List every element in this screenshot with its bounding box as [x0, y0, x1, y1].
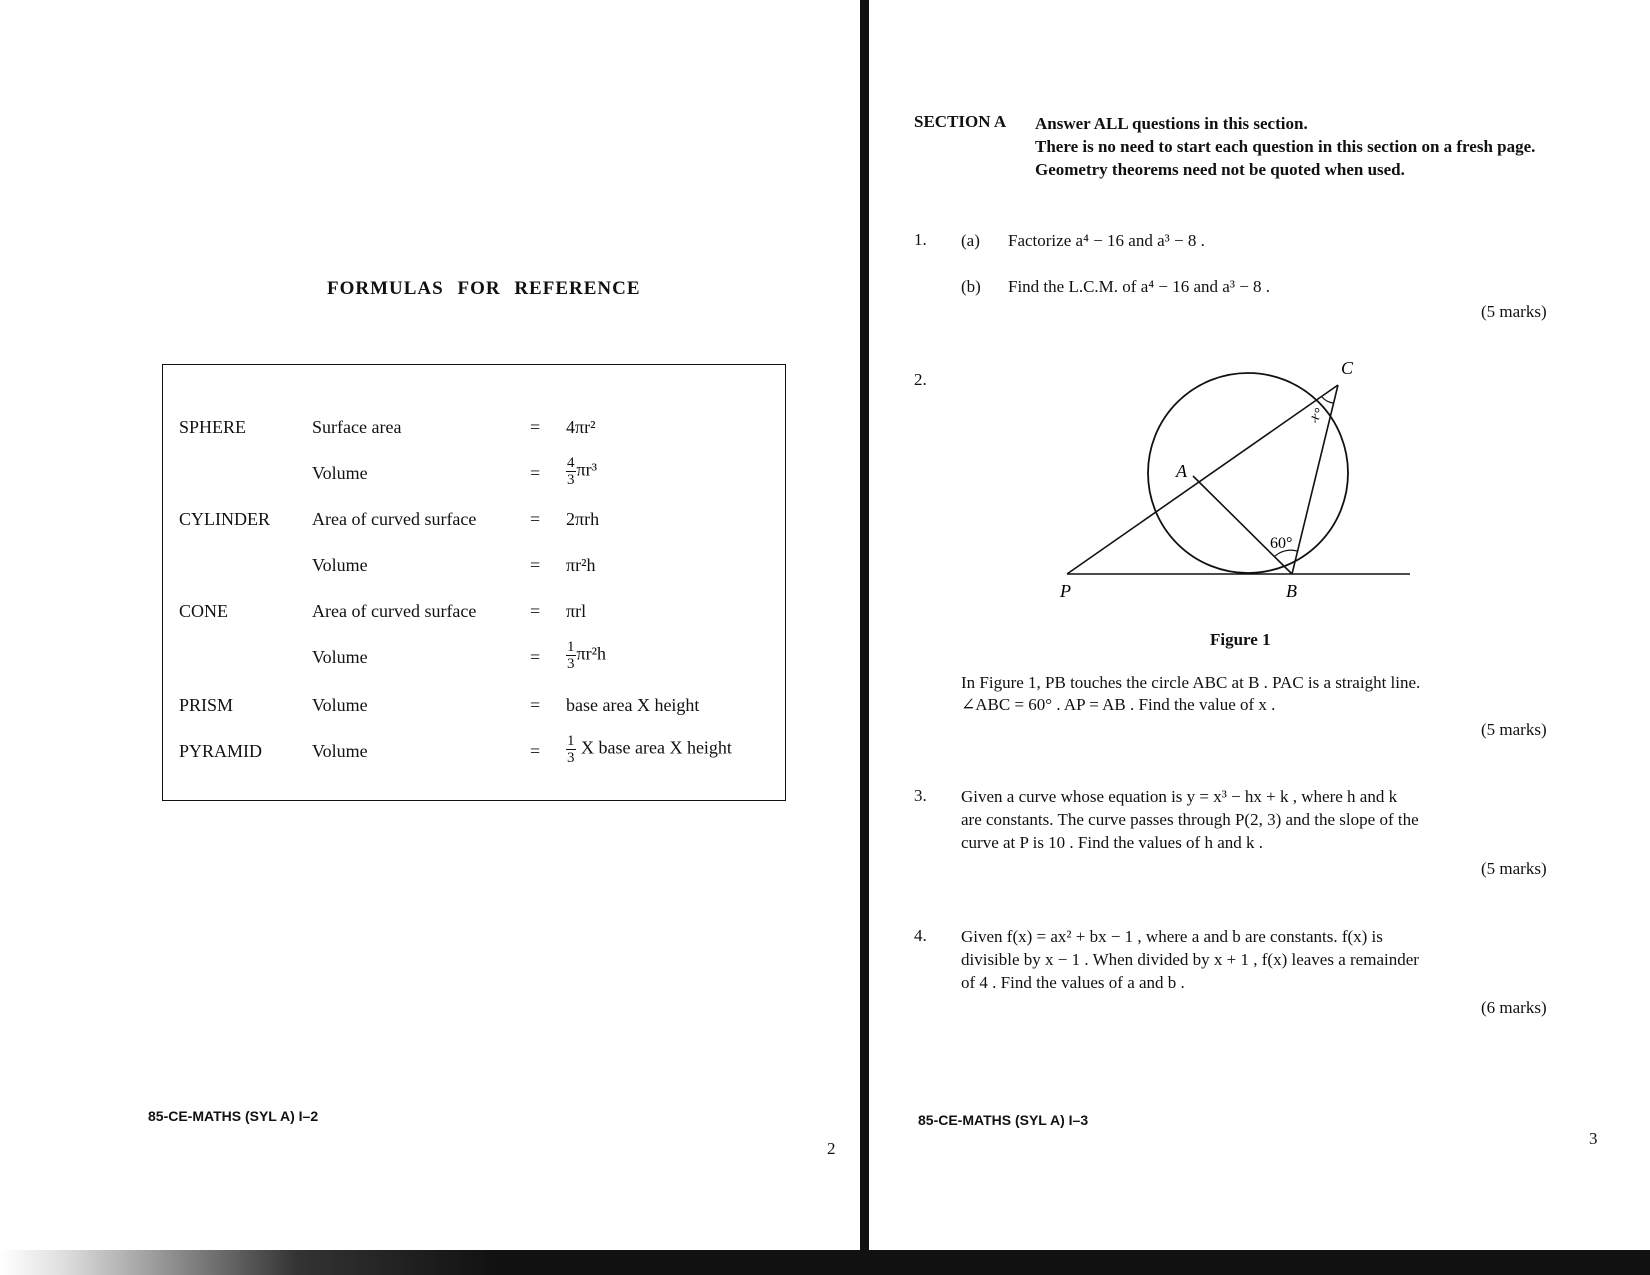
formulas-title: FORMULAS FOR REFERENCE: [327, 278, 641, 299]
formula-expression: base area X height: [566, 695, 700, 715]
formula-equals: =: [530, 463, 541, 483]
formula-equals: =: [530, 695, 541, 715]
question-text: divisible by x − 1 . When divided by x + 1 , f(x) leaves a remainder: [961, 950, 1419, 969]
formula-shape: CONE: [179, 601, 228, 621]
formula-expression: $\frac{1}{3}$ πr²h: [567, 639, 606, 672]
formula-equals: =: [530, 555, 541, 575]
label-c: C: [1341, 358, 1354, 378]
formula-row: [163, 695, 787, 725]
formula-quantity: Volume: [312, 463, 368, 483]
part-label: (a): [961, 231, 980, 250]
formula-expression: πr²h: [566, 555, 596, 575]
question-text: are constants. The curve passes through P(2, 3) and the slope of the: [961, 810, 1419, 829]
fraction: $\frac{1}{3}$: [567, 733, 575, 766]
question-text: curve at P is 10 . Find the values of h and k .: [961, 833, 1264, 852]
formula-row: [163, 455, 787, 488]
formula-quantity: Volume: [312, 555, 368, 575]
formula-expression: $\frac{4}{3}$ πr³: [567, 455, 597, 488]
section-label: SECTION A: [914, 112, 1007, 131]
question-number: 1.: [914, 230, 927, 249]
page-number-right: 3: [1589, 1129, 1598, 1148]
label-angle-x: x°: [1306, 405, 1328, 426]
question-text: In Figure 1, PB touches the circle ABC at B . PAC is a straight line.: [961, 673, 1421, 692]
formula-expression: πrl: [566, 601, 587, 621]
question-text: of 4 . Find the values of a and b .: [961, 973, 1185, 992]
marks-label: (5 marks): [1481, 302, 1547, 321]
scan-edge-shadow: [0, 1250, 1650, 1275]
formula-quantity: Volume: [312, 695, 368, 715]
formula-row: [163, 733, 787, 766]
marks-label: (6 marks): [1481, 998, 1547, 1017]
formula-shape: PRISM: [179, 695, 234, 715]
formula-expression: 4πr²: [566, 417, 596, 437]
formula-expression: $\frac{1}{3}$ X base area X height: [567, 733, 732, 766]
question-text: Factorize a⁴ − 16 and a³ − 8 .: [1008, 231, 1205, 250]
formula-equals: =: [530, 417, 541, 437]
label-p: P: [1060, 581, 1071, 601]
formula-quantity: Surface area: [312, 417, 402, 437]
marks-label: (5 marks): [1481, 859, 1547, 878]
question-number: 2.: [914, 370, 927, 389]
question-text: Given f(x) = ax² + bx − 1 , where a and b are constants. f(x) is: [961, 927, 1383, 946]
label-angle-60: 60°: [1270, 535, 1293, 552]
formula-quantity: Area of curved surface: [312, 601, 477, 621]
instruction-line: Geometry theorems need not be quoted when used.: [1035, 160, 1405, 179]
book-spine: [860, 0, 869, 1250]
chord-ab: [1193, 476, 1292, 574]
label-b: B: [1286, 581, 1297, 601]
formula-row: [163, 601, 787, 631]
formula-shape: SPHERE: [179, 417, 247, 437]
formulas-table: [162, 364, 786, 801]
formula-equals: =: [530, 741, 541, 761]
marks-label: (5 marks): [1481, 720, 1547, 739]
formula-equals: =: [530, 601, 541, 621]
label-a: A: [1176, 461, 1187, 481]
footer-code-left: 85-CE-MATHS (SYL A) I–2: [148, 1108, 319, 1124]
formula-quantity: Area of curved surface: [312, 509, 477, 529]
formula-shape: CYLINDER: [179, 509, 270, 529]
figure-1-diagram: [1040, 345, 1420, 605]
part-label: (b): [961, 277, 981, 296]
line-pac: [1067, 385, 1338, 574]
question-text: ∠ABC = 60° . AP = AB . Find the value of x .: [961, 695, 1276, 714]
fraction: $\frac{1}{3}$: [567, 639, 575, 672]
question-text: Given a curve whose equation is y = x³ − hx + k , where h and k: [961, 787, 1398, 806]
instruction-line: Answer ALL questions in this section.: [1035, 114, 1308, 133]
formula-quantity: Volume: [312, 741, 368, 761]
footer-code-right: 85-CE-MATHS (SYL A) I–3: [918, 1112, 1089, 1128]
formula-row: [163, 509, 787, 539]
formula-quantity: Volume: [312, 647, 368, 667]
instruction-line: There is no need to start each question in this section on a fresh page.: [1035, 137, 1536, 156]
formula-row: [163, 555, 787, 585]
formula-row: [163, 417, 787, 447]
formula-expression: 2πrh: [566, 509, 600, 529]
question-number: 4.: [914, 926, 927, 945]
formula-equals: =: [530, 647, 541, 667]
question-number: 3.: [914, 786, 927, 805]
formula-shape: PYRAMID: [179, 741, 263, 761]
figure-caption: Figure 1: [1210, 630, 1271, 649]
formula-row: [163, 639, 787, 672]
page-number-left: 2: [827, 1139, 836, 1158]
formula-equals: =: [530, 509, 541, 529]
fraction: $\frac{4}{3}$: [567, 455, 575, 488]
question-text: Find the L.C.M. of a⁴ − 16 and a³ − 8 .: [1008, 277, 1271, 296]
angle-x-arc: [1322, 397, 1333, 403]
